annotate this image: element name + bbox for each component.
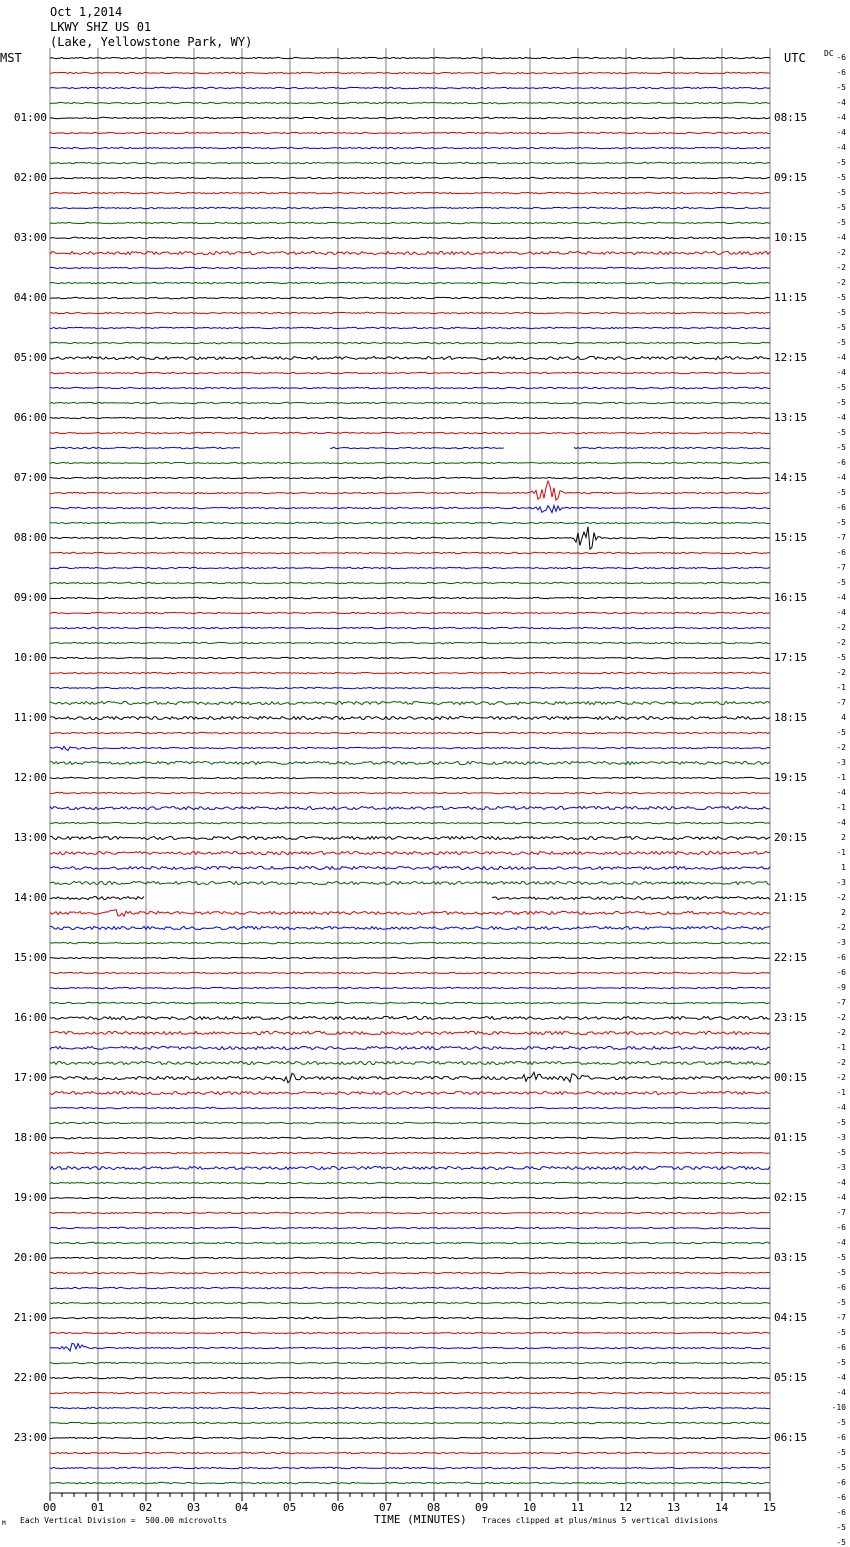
dc-offset-3: -4 <box>836 98 846 107</box>
dc-offset-9: -5 <box>836 188 846 197</box>
x-tick-label-6: 06 <box>331 1501 345 1514</box>
hour-label-left-21: 21:00 <box>13 1311 47 1324</box>
dc-offset-47: -3 <box>836 758 846 767</box>
hour-label-right-9: 16:15 <box>774 591 808 604</box>
hour-label-left-15: 15:00 <box>13 951 47 964</box>
trace-27 <box>50 462 770 463</box>
seismic-traces <box>50 57 770 1483</box>
dc-offset-13: -2 <box>836 248 846 257</box>
hour-label-right-15: 22:15 <box>774 951 808 964</box>
x-tick-label-10: 10 <box>523 1501 537 1514</box>
dc-offset-51: -4 <box>836 818 846 827</box>
trace-78 <box>50 1227 770 1228</box>
dc-offset-63: -7 <box>836 998 846 1007</box>
trace-89 <box>50 1392 770 1393</box>
trace-57 <box>50 910 770 917</box>
trace-65 <box>50 1031 770 1034</box>
trace-52 <box>50 836 770 839</box>
trace-15 <box>50 282 770 283</box>
trace-18 <box>50 327 770 328</box>
trace-39 <box>50 642 770 643</box>
dc-offset-35: -5 <box>836 578 846 587</box>
dc-offset-96: -6 <box>836 1493 846 1502</box>
dc-offset-70: -4 <box>836 1103 846 1112</box>
dc-offset-97: -6 <box>836 1508 846 1517</box>
dc-offset-22: -5 <box>836 383 846 392</box>
x-axis-label: TIME (MINUTES) <box>374 1513 467 1526</box>
dc-offset-77: -7 <box>836 1208 846 1217</box>
trace-29 <box>50 481 770 500</box>
hour-label-left-16: 16:00 <box>13 1011 47 1024</box>
trace-77 <box>50 1212 770 1213</box>
dc-offset-31: -5 <box>836 518 846 527</box>
dc-offset-75: -4 <box>836 1178 846 1187</box>
trace-40 <box>50 657 770 658</box>
dc-offset-4: -4 <box>836 113 846 122</box>
dc-offset-82: -6 <box>836 1283 846 1292</box>
dc-offset-72: -3 <box>836 1133 846 1142</box>
hour-label-left-12: 12:00 <box>13 771 47 784</box>
trace-21 <box>50 372 770 373</box>
dc-offset-27: -6 <box>836 458 846 467</box>
trace-95 <box>50 1482 770 1483</box>
trace-51 <box>50 822 770 823</box>
dc-offset-36: -4 <box>836 593 846 602</box>
hour-label-left-9: 09:00 <box>13 591 47 604</box>
dc-offset-59: -3 <box>836 938 846 947</box>
trace-42 <box>50 687 770 688</box>
trace-0 <box>50 57 770 58</box>
dc-offset-87: -5 <box>836 1358 846 1367</box>
dc-offset-83: -5 <box>836 1298 846 1307</box>
trace-72 <box>50 1137 770 1138</box>
trace-9 <box>50 192 770 193</box>
hour-label-left-13: 13:00 <box>13 831 47 844</box>
dc-offset-86: -6 <box>836 1343 846 1352</box>
hour-label-left-17: 17:00 <box>13 1071 47 1084</box>
dc-offset-44: 4 <box>841 713 846 722</box>
hour-label-left-4: 04:00 <box>13 291 47 304</box>
header-date: Oct 1,2014 <box>50 5 123 19</box>
hour-label-left-10: 10:00 <box>13 651 47 664</box>
x-axis-ticks <box>50 1493 770 1501</box>
trace-53 <box>50 851 770 854</box>
trace-79 <box>50 1242 770 1243</box>
x-tick-label-13: 13 <box>667 1501 681 1514</box>
trace-23 <box>50 402 770 403</box>
trace-12 <box>50 237 770 238</box>
dc-offset-65: -2 <box>836 1028 846 1037</box>
trace-19 <box>50 342 770 343</box>
trace-67 <box>50 1061 770 1064</box>
trace-3 <box>50 102 770 103</box>
hour-label-right-4: 11:15 <box>774 291 808 304</box>
hour-label-left-20: 20:00 <box>13 1251 47 1264</box>
hour-label-right-12: 19:15 <box>774 771 808 784</box>
trace-16 <box>50 297 770 298</box>
trace-62 <box>50 987 770 988</box>
x-tick-label-11: 11 <box>571 1501 585 1514</box>
dc-offset-33: -6 <box>836 548 846 557</box>
trace-84 <box>50 1317 770 1318</box>
dc-offset-56: -2 <box>836 893 846 902</box>
trace-75 <box>50 1182 770 1183</box>
x-tick-label-14: 14 <box>715 1501 729 1514</box>
dc-offset-88: -4 <box>836 1373 846 1382</box>
x-tick-label-3: 03 <box>187 1501 201 1514</box>
dc-offset-16: -5 <box>836 293 846 302</box>
dc-offset-12: -4 <box>836 233 846 242</box>
trace-34 <box>50 567 770 568</box>
dc-offset-48: -1 <box>836 773 846 782</box>
trace-88 <box>50 1377 770 1378</box>
trace-64 <box>50 1016 770 1019</box>
dc-offset-73: -5 <box>836 1148 846 1157</box>
dc-offset-62: -9 <box>836 983 846 992</box>
x-tick-label-12: 12 <box>619 1501 633 1514</box>
hour-label-left-1: 01:00 <box>13 111 47 124</box>
corner-mark: M <box>2 1520 6 1527</box>
trace-24 <box>50 417 770 418</box>
trace-43 <box>50 701 770 704</box>
trace-47 <box>50 761 770 764</box>
dc-offset-66: -1 <box>836 1043 846 1052</box>
trace-92 <box>50 1437 770 1438</box>
scale-note: Each Vertical Division = 500.00 microvolts <box>20 1516 228 1525</box>
dc-offset-67: -2 <box>836 1058 846 1067</box>
trace-49 <box>50 792 770 793</box>
dc-offset-58: -2 <box>836 923 846 932</box>
dc-offset-91: -5 <box>836 1418 846 1427</box>
dc-offset-30: -6 <box>836 503 846 512</box>
dc-offset-42: -1 <box>836 683 846 692</box>
dc-offset-61: -6 <box>836 968 846 977</box>
x-tick-label-2: 02 <box>139 1501 153 1514</box>
trace-54 <box>50 866 770 869</box>
dc-offset-95: -6 <box>836 1478 846 1487</box>
dc-offset-2: -5 <box>836 83 846 92</box>
hour-label-right-20: 03:15 <box>774 1251 808 1264</box>
trace-37 <box>50 612 770 613</box>
dc-offset-39: -2 <box>836 638 846 647</box>
trace-44 <box>50 716 770 719</box>
dc-offset-89: -4 <box>836 1388 846 1397</box>
trace-82 <box>50 1287 770 1288</box>
trace-74 <box>50 1166 770 1169</box>
trace-87 <box>50 1362 770 1363</box>
trace-46 <box>50 746 770 750</box>
hour-label-left-3: 03:00 <box>13 231 47 244</box>
dc-offset-15: -2 <box>836 278 846 287</box>
dc-offset-32: -7 <box>836 533 846 542</box>
hour-label-right-6: 13:15 <box>774 411 808 424</box>
hour-label-right-7: 14:15 <box>774 471 808 484</box>
trace-63 <box>50 1002 770 1003</box>
trace-66 <box>50 1046 770 1049</box>
x-tick-label-9: 09 <box>475 1501 489 1514</box>
dc-offset-6: -4 <box>836 143 846 152</box>
dc-offset-45: -5 <box>836 728 846 737</box>
trace-17 <box>50 312 770 313</box>
dc-offset-50: -1 <box>836 803 846 812</box>
trace-69 <box>50 1091 770 1094</box>
trace-80 <box>50 1257 770 1258</box>
dc-offset-43: -7 <box>836 698 846 707</box>
dc-offset-92: -6 <box>836 1433 846 1442</box>
dc-offset-68: -2 <box>836 1073 846 1082</box>
dc-offset-19: -5 <box>836 338 846 347</box>
dc-offset-94: -5 <box>836 1463 846 1472</box>
dc-offset-29: -5 <box>836 488 846 497</box>
trace-48 <box>50 777 770 778</box>
trace-36 <box>50 597 770 598</box>
trace-2 <box>50 87 770 88</box>
trace-35 <box>50 582 770 583</box>
trace-70 <box>50 1107 770 1108</box>
trace-33 <box>50 552 770 553</box>
x-tick-label-0: 00 <box>43 1501 57 1514</box>
dc-offset-98: -5 <box>836 1523 846 1532</box>
hour-label-right-1: 08:15 <box>774 111 808 124</box>
hour-label-left-11: 11:00 <box>13 711 47 724</box>
hour-label-right-14: 21:15 <box>774 891 808 904</box>
dc-offset-14: -2 <box>836 263 846 272</box>
dc-offset-71: -5 <box>836 1118 846 1127</box>
hour-label-left-2: 02:00 <box>13 171 47 184</box>
hour-label-left-19: 19:00 <box>13 1191 47 1204</box>
trace-22 <box>50 387 770 388</box>
trace-41 <box>50 672 770 673</box>
trace-45 <box>50 732 770 733</box>
trace-86 <box>50 1343 770 1351</box>
hour-label-right-11: 18:15 <box>774 711 808 724</box>
hour-label-right-23: 06:15 <box>774 1431 808 1444</box>
trace-5 <box>50 132 770 133</box>
trace-73 <box>50 1152 770 1153</box>
dc-offset-46: -2 <box>836 743 846 752</box>
hour-label-right-13: 20:15 <box>774 831 808 844</box>
dc-offset-1: -6 <box>836 68 846 77</box>
hour-label-left-18: 18:00 <box>13 1131 47 1144</box>
dc-offset-76: -4 <box>836 1193 846 1202</box>
trace-55 <box>50 881 770 884</box>
dc-offset-93: -5 <box>836 1448 846 1457</box>
trace-85 <box>50 1332 770 1333</box>
trace-71 <box>50 1122 770 1123</box>
trace-25 <box>50 432 770 433</box>
left-timezone-label: MST <box>0 51 22 65</box>
trace-91 <box>50 1422 770 1423</box>
dc-offset-52: 2 <box>841 833 846 842</box>
x-tick-label-1: 01 <box>91 1501 105 1514</box>
trace-20 <box>50 356 770 359</box>
dc-offset-11: -5 <box>836 218 846 227</box>
hour-label-right-18: 01:15 <box>774 1131 808 1144</box>
trace-50 <box>50 806 770 809</box>
dc-offset-20: -4 <box>836 353 846 362</box>
trace-38 <box>50 627 770 628</box>
trace-30 <box>50 506 770 513</box>
dc-offset-23: -5 <box>836 398 846 407</box>
dc-offset-54: 1 <box>841 863 846 872</box>
dc-offset-41: -2 <box>836 668 846 677</box>
x-tick-label-7: 07 <box>379 1501 393 1514</box>
trace-7 <box>50 162 770 163</box>
dc-offset-7: -5 <box>836 158 846 167</box>
trace-8 <box>50 177 770 178</box>
trace-61 <box>50 972 770 973</box>
dc-offset-85: -5 <box>836 1328 846 1337</box>
hour-label-right-17: 00:15 <box>774 1071 808 1084</box>
dc-offset-34: -7 <box>836 563 846 572</box>
header-station: LKWY SHZ US 01 <box>50 20 152 34</box>
dc-offset-49: -4 <box>836 788 846 797</box>
hour-label-left-14: 14:00 <box>13 891 47 904</box>
grid-lines <box>50 48 770 1493</box>
dc-offset-90: -10 <box>831 1403 846 1412</box>
trace-6 <box>50 147 770 148</box>
hour-label-left-5: 05:00 <box>13 351 47 364</box>
dc-offset-60: -6 <box>836 953 846 962</box>
trace-93 <box>50 1452 770 1453</box>
dc-offset-24: -4 <box>836 413 846 422</box>
dc-offset-74: -3 <box>836 1163 846 1172</box>
header-location: (Lake, Yellowstone Park, WY) <box>50 35 253 49</box>
trace-83 <box>50 1302 770 1303</box>
dc-offset-28: -4 <box>836 473 846 482</box>
hour-label-right-8: 15:15 <box>774 531 808 544</box>
dc-offset-17: -5 <box>836 308 846 317</box>
x-tick-label-8: 08 <box>427 1501 441 1514</box>
dc-offset-69: -1 <box>836 1088 846 1097</box>
dc-offset-64: -2 <box>836 1013 846 1022</box>
trace-32 <box>50 527 770 550</box>
dc-offset-55: -3 <box>836 878 846 887</box>
dc-offset-78: -6 <box>836 1223 846 1232</box>
hour-label-left-23: 23:00 <box>13 1431 47 1444</box>
trace-94 <box>50 1467 770 1468</box>
trace-14 <box>50 267 770 268</box>
hour-label-left-6: 06:00 <box>13 411 47 424</box>
trace-13 <box>50 251 770 254</box>
dc-offset-37: -4 <box>836 608 846 617</box>
clip-note: Traces clipped at plus/minus 5 vertical divisions <box>482 1516 719 1525</box>
dc-offset-99: -5 <box>836 1538 846 1547</box>
trace-28 <box>50 477 770 478</box>
trace-90 <box>50 1407 770 1408</box>
dc-offset-40: -5 <box>836 653 846 662</box>
x-tick-label-4: 04 <box>235 1501 249 1514</box>
hour-label-right-21: 04:15 <box>774 1311 808 1324</box>
trace-11 <box>50 222 770 223</box>
x-tick-label-15: 15 <box>763 1501 777 1514</box>
hour-label-right-2: 09:15 <box>774 171 808 184</box>
dc-offset-0: -6 <box>836 53 846 62</box>
trace-31 <box>50 522 770 523</box>
trace-1 <box>50 72 770 73</box>
hour-label-right-5: 12:15 <box>774 351 808 364</box>
trace-59 <box>50 942 770 943</box>
trace-81 <box>50 1272 770 1273</box>
trace-26 <box>50 447 770 448</box>
dc-offset-10: -5 <box>836 203 846 212</box>
trace-68 <box>50 1072 770 1083</box>
trace-76 <box>50 1197 770 1198</box>
trace-58 <box>50 926 770 929</box>
dc-offset-26: -5 <box>836 443 846 452</box>
dc-offset-57: 2 <box>841 908 846 917</box>
dc-label: DC <box>824 49 834 58</box>
trace-56 <box>50 896 770 899</box>
x-tick-label-5: 05 <box>283 1501 297 1514</box>
trace-4 <box>50 117 770 118</box>
dc-offset-81: -5 <box>836 1268 846 1277</box>
dc-offset-53: -1 <box>836 848 846 857</box>
hour-label-right-3: 10:15 <box>774 231 808 244</box>
hour-label-left-22: 22:00 <box>13 1371 47 1384</box>
hour-label-right-19: 02:15 <box>774 1191 808 1204</box>
dc-offset-38: -2 <box>836 623 846 632</box>
hour-label-right-22: 05:15 <box>774 1371 808 1384</box>
dc-offset-18: -5 <box>836 323 846 332</box>
right-timezone-label: UTC <box>784 51 806 65</box>
dc-offset-84: -7 <box>836 1313 846 1322</box>
trace-10 <box>50 207 770 208</box>
dc-offset-5: -4 <box>836 128 846 137</box>
dc-offset-25: -5 <box>836 428 846 437</box>
dc-offset-79: -4 <box>836 1238 846 1247</box>
dc-offset-8: -5 <box>836 173 846 182</box>
hour-label-right-16: 23:15 <box>774 1011 808 1024</box>
hour-label-left-7: 07:00 <box>13 471 47 484</box>
hour-label-right-10: 17:15 <box>774 651 808 664</box>
dc-offset-21: -4 <box>836 368 846 377</box>
dc-offset-80: -5 <box>836 1253 846 1262</box>
trace-60 <box>50 957 770 958</box>
hour-label-left-8: 08:00 <box>13 531 47 544</box>
